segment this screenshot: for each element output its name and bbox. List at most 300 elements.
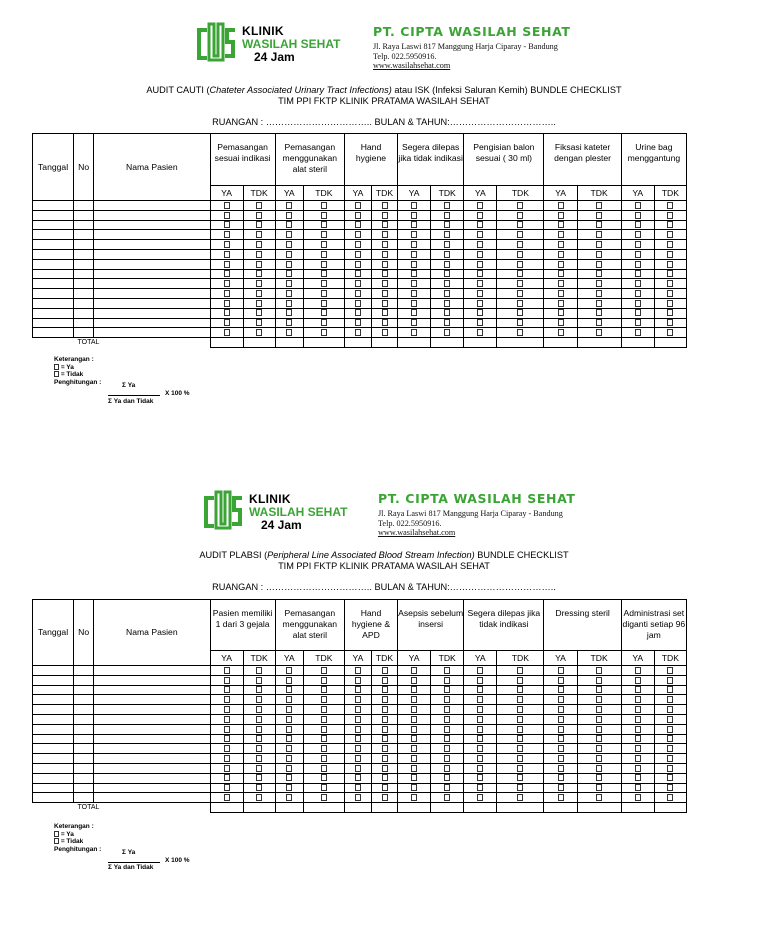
website-link[interactable]: www.wasilahsehat.com [373,61,451,71]
checkbox-icon[interactable] [224,212,230,219]
check-cell[interactable] [344,240,371,250]
checkbox-icon[interactable] [444,716,450,723]
checkbox-icon[interactable] [411,755,417,762]
checkbox-icon[interactable] [411,241,417,248]
checkbox-icon[interactable] [382,735,388,742]
checkbox-icon[interactable] [477,784,483,791]
checkbox-icon[interactable] [411,774,417,781]
checkbox-icon[interactable] [517,251,523,258]
check-cell[interactable] [577,695,621,705]
checkbox-icon[interactable] [667,212,673,219]
check-cell[interactable] [303,298,344,308]
checkbox-icon[interactable] [667,270,673,277]
no-cell[interactable] [74,230,94,240]
check-cell[interactable] [303,249,344,259]
check-cell[interactable] [431,279,464,289]
checkbox-icon[interactable] [635,745,641,752]
check-cell[interactable] [371,269,397,279]
checkbox-icon[interactable] [444,735,450,742]
checkbox-icon[interactable] [558,706,564,713]
check-cell[interactable] [431,201,464,211]
checkbox-icon[interactable] [596,319,602,326]
check-cell[interactable] [303,754,344,764]
checkbox-icon[interactable] [256,241,262,248]
checkbox-icon[interactable] [224,677,230,684]
checkbox-icon[interactable] [558,686,564,693]
checkbox-icon[interactable] [224,735,230,742]
check-cell[interactable] [303,734,344,744]
check-cell[interactable] [621,259,654,269]
checkbox-icon[interactable] [256,290,262,297]
tanggal-cell[interactable] [33,318,74,328]
checkbox-icon[interactable] [256,726,262,733]
total-cell[interactable] [371,803,397,813]
checkbox-icon[interactable] [224,706,230,713]
check-cell[interactable] [497,230,544,240]
nama-cell[interactable] [94,734,210,744]
no-cell[interactable] [74,773,94,783]
checkbox-icon[interactable] [517,716,523,723]
website-link[interactable]: www.wasilahsehat.com [378,528,456,538]
checkbox-icon[interactable] [224,755,230,762]
checkbox-icon[interactable] [558,231,564,238]
check-cell[interactable] [577,279,621,289]
check-cell[interactable] [654,783,686,793]
checkbox-icon[interactable] [355,765,361,772]
check-cell[interactable] [210,220,243,230]
checkbox-icon[interactable] [596,765,602,772]
check-cell[interactable] [431,773,464,783]
check-cell[interactable] [654,675,686,685]
checkbox-icon[interactable] [286,677,292,684]
checkbox-icon[interactable] [411,202,417,209]
check-cell[interactable] [243,675,275,685]
tanggal-cell[interactable] [33,328,74,338]
checkbox-icon[interactable] [596,726,602,733]
checkbox-icon[interactable] [558,280,564,287]
check-cell[interactable] [544,210,577,220]
check-cell[interactable] [398,220,431,230]
check-cell[interactable] [210,695,243,705]
checkbox-icon[interactable] [667,735,673,742]
check-cell[interactable] [654,318,686,328]
no-cell[interactable] [74,249,94,259]
checkbox-icon[interactable] [477,794,483,801]
check-cell[interactable] [544,666,577,676]
checkbox-icon[interactable] [355,716,361,723]
checkbox-icon[interactable] [635,241,641,248]
checkbox-icon[interactable] [444,329,450,336]
checkbox-icon[interactable] [411,290,417,297]
checkbox-icon[interactable] [256,784,262,791]
checkbox-icon[interactable] [558,221,564,228]
tanggal-cell[interactable] [33,308,74,318]
checkbox-icon[interactable] [286,319,292,326]
check-cell[interactable] [621,666,654,676]
check-cell[interactable] [431,259,464,269]
checkbox-icon[interactable] [256,667,262,674]
checkbox-icon[interactable] [444,221,450,228]
checkbox-icon[interactable] [635,202,641,209]
checkbox-icon[interactable] [477,745,483,752]
checkbox-icon[interactable] [286,686,292,693]
checkbox-icon[interactable] [517,270,523,277]
no-cell[interactable] [74,685,94,695]
check-cell[interactable] [654,249,686,259]
check-cell[interactable] [371,259,397,269]
check-cell[interactable] [210,318,243,328]
checkbox-icon[interactable] [355,319,361,326]
check-cell[interactable] [621,705,654,715]
checkbox-icon[interactable] [667,726,673,733]
checkbox-icon[interactable] [667,794,673,801]
check-cell[interactable] [544,328,577,338]
check-cell[interactable] [431,724,464,734]
checkbox-icon[interactable] [224,765,230,772]
check-cell[interactable] [275,220,303,230]
check-cell[interactable] [275,773,303,783]
checkbox-icon[interactable] [477,667,483,674]
check-cell[interactable] [398,744,431,754]
check-cell[interactable] [275,230,303,240]
checkbox-icon[interactable] [558,696,564,703]
checkbox-icon[interactable] [667,309,673,316]
check-cell[interactable] [210,763,243,773]
checkbox-icon[interactable] [411,696,417,703]
checkbox-icon[interactable] [596,774,602,781]
check-cell[interactable] [210,724,243,734]
checkbox-icon[interactable] [411,716,417,723]
checkbox-icon[interactable] [321,794,327,801]
checkbox-icon[interactable] [321,212,327,219]
checkbox-icon[interactable] [517,745,523,752]
check-cell[interactable] [577,666,621,676]
checkbox-icon[interactable] [355,755,361,762]
checkbox-icon[interactable] [444,745,450,752]
check-cell[interactable] [275,783,303,793]
tanggal-cell[interactable] [33,705,74,715]
checkbox-icon[interactable] [321,726,327,733]
check-cell[interactable] [398,724,431,734]
checkbox-icon[interactable] [256,696,262,703]
checkbox-icon[interactable] [558,241,564,248]
check-cell[interactable] [210,279,243,289]
check-cell[interactable] [621,220,654,230]
checkbox-icon[interactable] [224,251,230,258]
checkbox-icon[interactable] [596,231,602,238]
no-cell[interactable] [74,220,94,230]
checkbox-icon[interactable] [444,212,450,219]
check-cell[interactable] [275,685,303,695]
total-cell[interactable] [398,338,431,348]
check-cell[interactable] [654,685,686,695]
checkbox-icon[interactable] [558,261,564,268]
check-cell[interactable] [371,666,397,676]
check-cell[interactable] [497,714,544,724]
checkbox-icon[interactable] [517,686,523,693]
check-cell[interactable] [398,318,431,328]
check-cell[interactable] [464,210,497,220]
total-cell[interactable] [577,338,621,348]
nama-cell[interactable] [94,685,210,695]
nama-cell[interactable] [94,318,210,328]
check-cell[interactable] [464,734,497,744]
no-cell[interactable] [74,201,94,211]
checkbox-icon[interactable] [286,290,292,297]
check-cell[interactable] [243,240,275,250]
check-cell[interactable] [654,298,686,308]
checkbox-icon[interactable] [667,221,673,228]
check-cell[interactable] [544,744,577,754]
checkbox-icon[interactable] [635,251,641,258]
check-cell[interactable] [275,240,303,250]
check-cell[interactable] [243,328,275,338]
check-cell[interactable] [577,714,621,724]
check-cell[interactable] [275,279,303,289]
checkbox-icon[interactable] [477,735,483,742]
check-cell[interactable] [497,298,544,308]
checkbox-icon[interactable] [286,735,292,742]
check-cell[interactable] [344,249,371,259]
checkbox-icon[interactable] [667,251,673,258]
check-cell[interactable] [398,705,431,715]
checkbox-icon[interactable] [444,270,450,277]
total-cell[interactable] [275,338,303,348]
checkbox-icon[interactable] [321,329,327,336]
check-cell[interactable] [210,783,243,793]
checkbox-icon[interactable] [355,270,361,277]
checkbox-icon[interactable] [596,241,602,248]
check-cell[interactable] [577,308,621,318]
checkbox-icon[interactable] [382,212,388,219]
check-cell[interactable] [210,298,243,308]
tanggal-cell[interactable] [33,724,74,734]
check-cell[interactable] [497,695,544,705]
check-cell[interactable] [497,240,544,250]
checkbox-icon[interactable] [667,667,673,674]
check-cell[interactable] [544,695,577,705]
checkbox-icon[interactable] [596,261,602,268]
total-cell[interactable] [654,803,686,813]
total-cell[interactable] [577,803,621,813]
check-cell[interactable] [577,269,621,279]
check-cell[interactable] [621,763,654,773]
checkbox-icon[interactable] [596,300,602,307]
check-cell[interactable] [621,308,654,318]
check-cell[interactable] [654,763,686,773]
checkbox-icon[interactable] [635,280,641,287]
checkbox-icon[interactable] [256,706,262,713]
check-cell[interactable] [371,318,397,328]
checkbox-icon[interactable] [224,241,230,248]
check-cell[interactable] [464,298,497,308]
check-cell[interactable] [654,230,686,240]
checkbox-icon[interactable] [667,755,673,762]
checkbox-icon[interactable] [558,309,564,316]
no-cell[interactable] [74,666,94,676]
check-cell[interactable] [621,328,654,338]
checkbox-icon[interactable] [321,280,327,287]
checkbox-icon[interactable] [477,774,483,781]
check-cell[interactable] [275,328,303,338]
no-cell[interactable] [74,783,94,793]
no-cell[interactable] [74,793,94,803]
check-cell[interactable] [431,783,464,793]
no-cell[interactable] [74,269,94,279]
checkbox-icon[interactable] [667,706,673,713]
check-cell[interactable] [371,714,397,724]
check-cell[interactable] [303,269,344,279]
check-cell[interactable] [344,318,371,328]
tanggal-cell[interactable] [33,259,74,269]
check-cell[interactable] [497,754,544,764]
checkbox-icon[interactable] [286,280,292,287]
tanggal-cell[interactable] [33,675,74,685]
checkbox-icon[interactable] [477,241,483,248]
checkbox-icon[interactable] [224,290,230,297]
check-cell[interactable] [497,289,544,299]
check-cell[interactable] [654,705,686,715]
checkbox-icon[interactable] [411,261,417,268]
check-cell[interactable] [344,308,371,318]
checkbox-icon[interactable] [635,290,641,297]
check-cell[interactable] [398,754,431,764]
checkbox-icon[interactable] [382,329,388,336]
check-cell[interactable] [210,230,243,240]
checkbox-icon[interactable] [411,765,417,772]
checkbox-icon[interactable] [355,726,361,733]
checkbox-icon[interactable] [411,280,417,287]
checkbox-icon[interactable] [596,221,602,228]
check-cell[interactable] [243,744,275,754]
checkbox-icon[interactable] [411,309,417,316]
total-cell[interactable] [210,803,243,813]
check-cell[interactable] [210,714,243,724]
check-cell[interactable] [431,230,464,240]
check-cell[interactable] [344,210,371,220]
checkbox-icon[interactable] [382,696,388,703]
check-cell[interactable] [544,763,577,773]
check-cell[interactable] [544,734,577,744]
checkbox-icon[interactable] [355,794,361,801]
check-cell[interactable] [497,763,544,773]
check-cell[interactable] [243,705,275,715]
checkbox-icon[interactable] [286,706,292,713]
check-cell[interactable] [243,259,275,269]
check-cell[interactable] [344,201,371,211]
checkbox-icon[interactable] [444,300,450,307]
check-cell[interactable] [544,230,577,240]
check-cell[interactable] [210,328,243,338]
checkbox-icon[interactable] [635,319,641,326]
checkbox-icon[interactable] [411,726,417,733]
check-cell[interactable] [464,259,497,269]
check-cell[interactable] [497,675,544,685]
checkbox-icon[interactable] [224,794,230,801]
check-cell[interactable] [371,240,397,250]
checkbox-icon[interactable] [596,667,602,674]
checkbox-icon[interactable] [355,686,361,693]
check-cell[interactable] [544,318,577,328]
checkbox-icon[interactable] [517,319,523,326]
check-cell[interactable] [497,279,544,289]
check-cell[interactable] [303,666,344,676]
check-cell[interactable] [398,328,431,338]
check-cell[interactable] [544,279,577,289]
check-cell[interactable] [398,793,431,803]
checkbox-icon[interactable] [355,735,361,742]
check-cell[interactable] [303,773,344,783]
checkbox-icon[interactable] [635,329,641,336]
checkbox-icon[interactable] [517,261,523,268]
checkbox-icon[interactable] [444,261,450,268]
checkbox-icon[interactable] [224,300,230,307]
check-cell[interactable] [210,744,243,754]
checkbox-icon[interactable] [596,755,602,762]
check-cell[interactable] [210,201,243,211]
checkbox-icon[interactable] [382,231,388,238]
check-cell[interactable] [577,220,621,230]
checkbox-icon[interactable] [596,280,602,287]
check-cell[interactable] [654,269,686,279]
checkbox-icon[interactable] [444,677,450,684]
checkbox-icon[interactable] [355,774,361,781]
total-cell[interactable] [544,338,577,348]
total-cell[interactable] [303,338,344,348]
checkbox-icon[interactable] [596,290,602,297]
no-cell[interactable] [74,744,94,754]
check-cell[interactable] [621,240,654,250]
checkbox-icon[interactable] [355,300,361,307]
check-cell[interactable] [303,695,344,705]
check-cell[interactable] [303,279,344,289]
checkbox-icon[interactable] [256,755,262,762]
total-cell[interactable] [398,803,431,813]
checkbox-icon[interactable] [517,329,523,336]
check-cell[interactable] [371,763,397,773]
check-cell[interactable] [303,230,344,240]
nama-cell[interactable] [94,259,210,269]
check-cell[interactable] [275,210,303,220]
check-cell[interactable] [464,249,497,259]
check-cell[interactable] [544,783,577,793]
check-cell[interactable] [243,685,275,695]
check-cell[interactable] [577,685,621,695]
check-cell[interactable] [654,793,686,803]
checkbox-icon[interactable] [411,794,417,801]
check-cell[interactable] [577,230,621,240]
check-cell[interactable] [431,240,464,250]
checkbox-icon[interactable] [444,726,450,733]
checkbox-icon[interactable] [635,784,641,791]
checkbox-icon[interactable] [517,221,523,228]
checkbox-icon[interactable] [596,677,602,684]
checkbox-icon[interactable] [224,261,230,268]
check-cell[interactable] [275,724,303,734]
checkbox-icon[interactable] [256,212,262,219]
checkbox-icon[interactable] [517,212,523,219]
checkbox-icon[interactable] [444,755,450,762]
check-cell[interactable] [577,289,621,299]
check-cell[interactable] [544,705,577,715]
check-cell[interactable] [621,298,654,308]
check-cell[interactable] [464,724,497,734]
check-cell[interactable] [431,318,464,328]
checkbox-icon[interactable] [596,794,602,801]
check-cell[interactable] [398,666,431,676]
check-cell[interactable] [464,754,497,764]
no-cell[interactable] [74,308,94,318]
